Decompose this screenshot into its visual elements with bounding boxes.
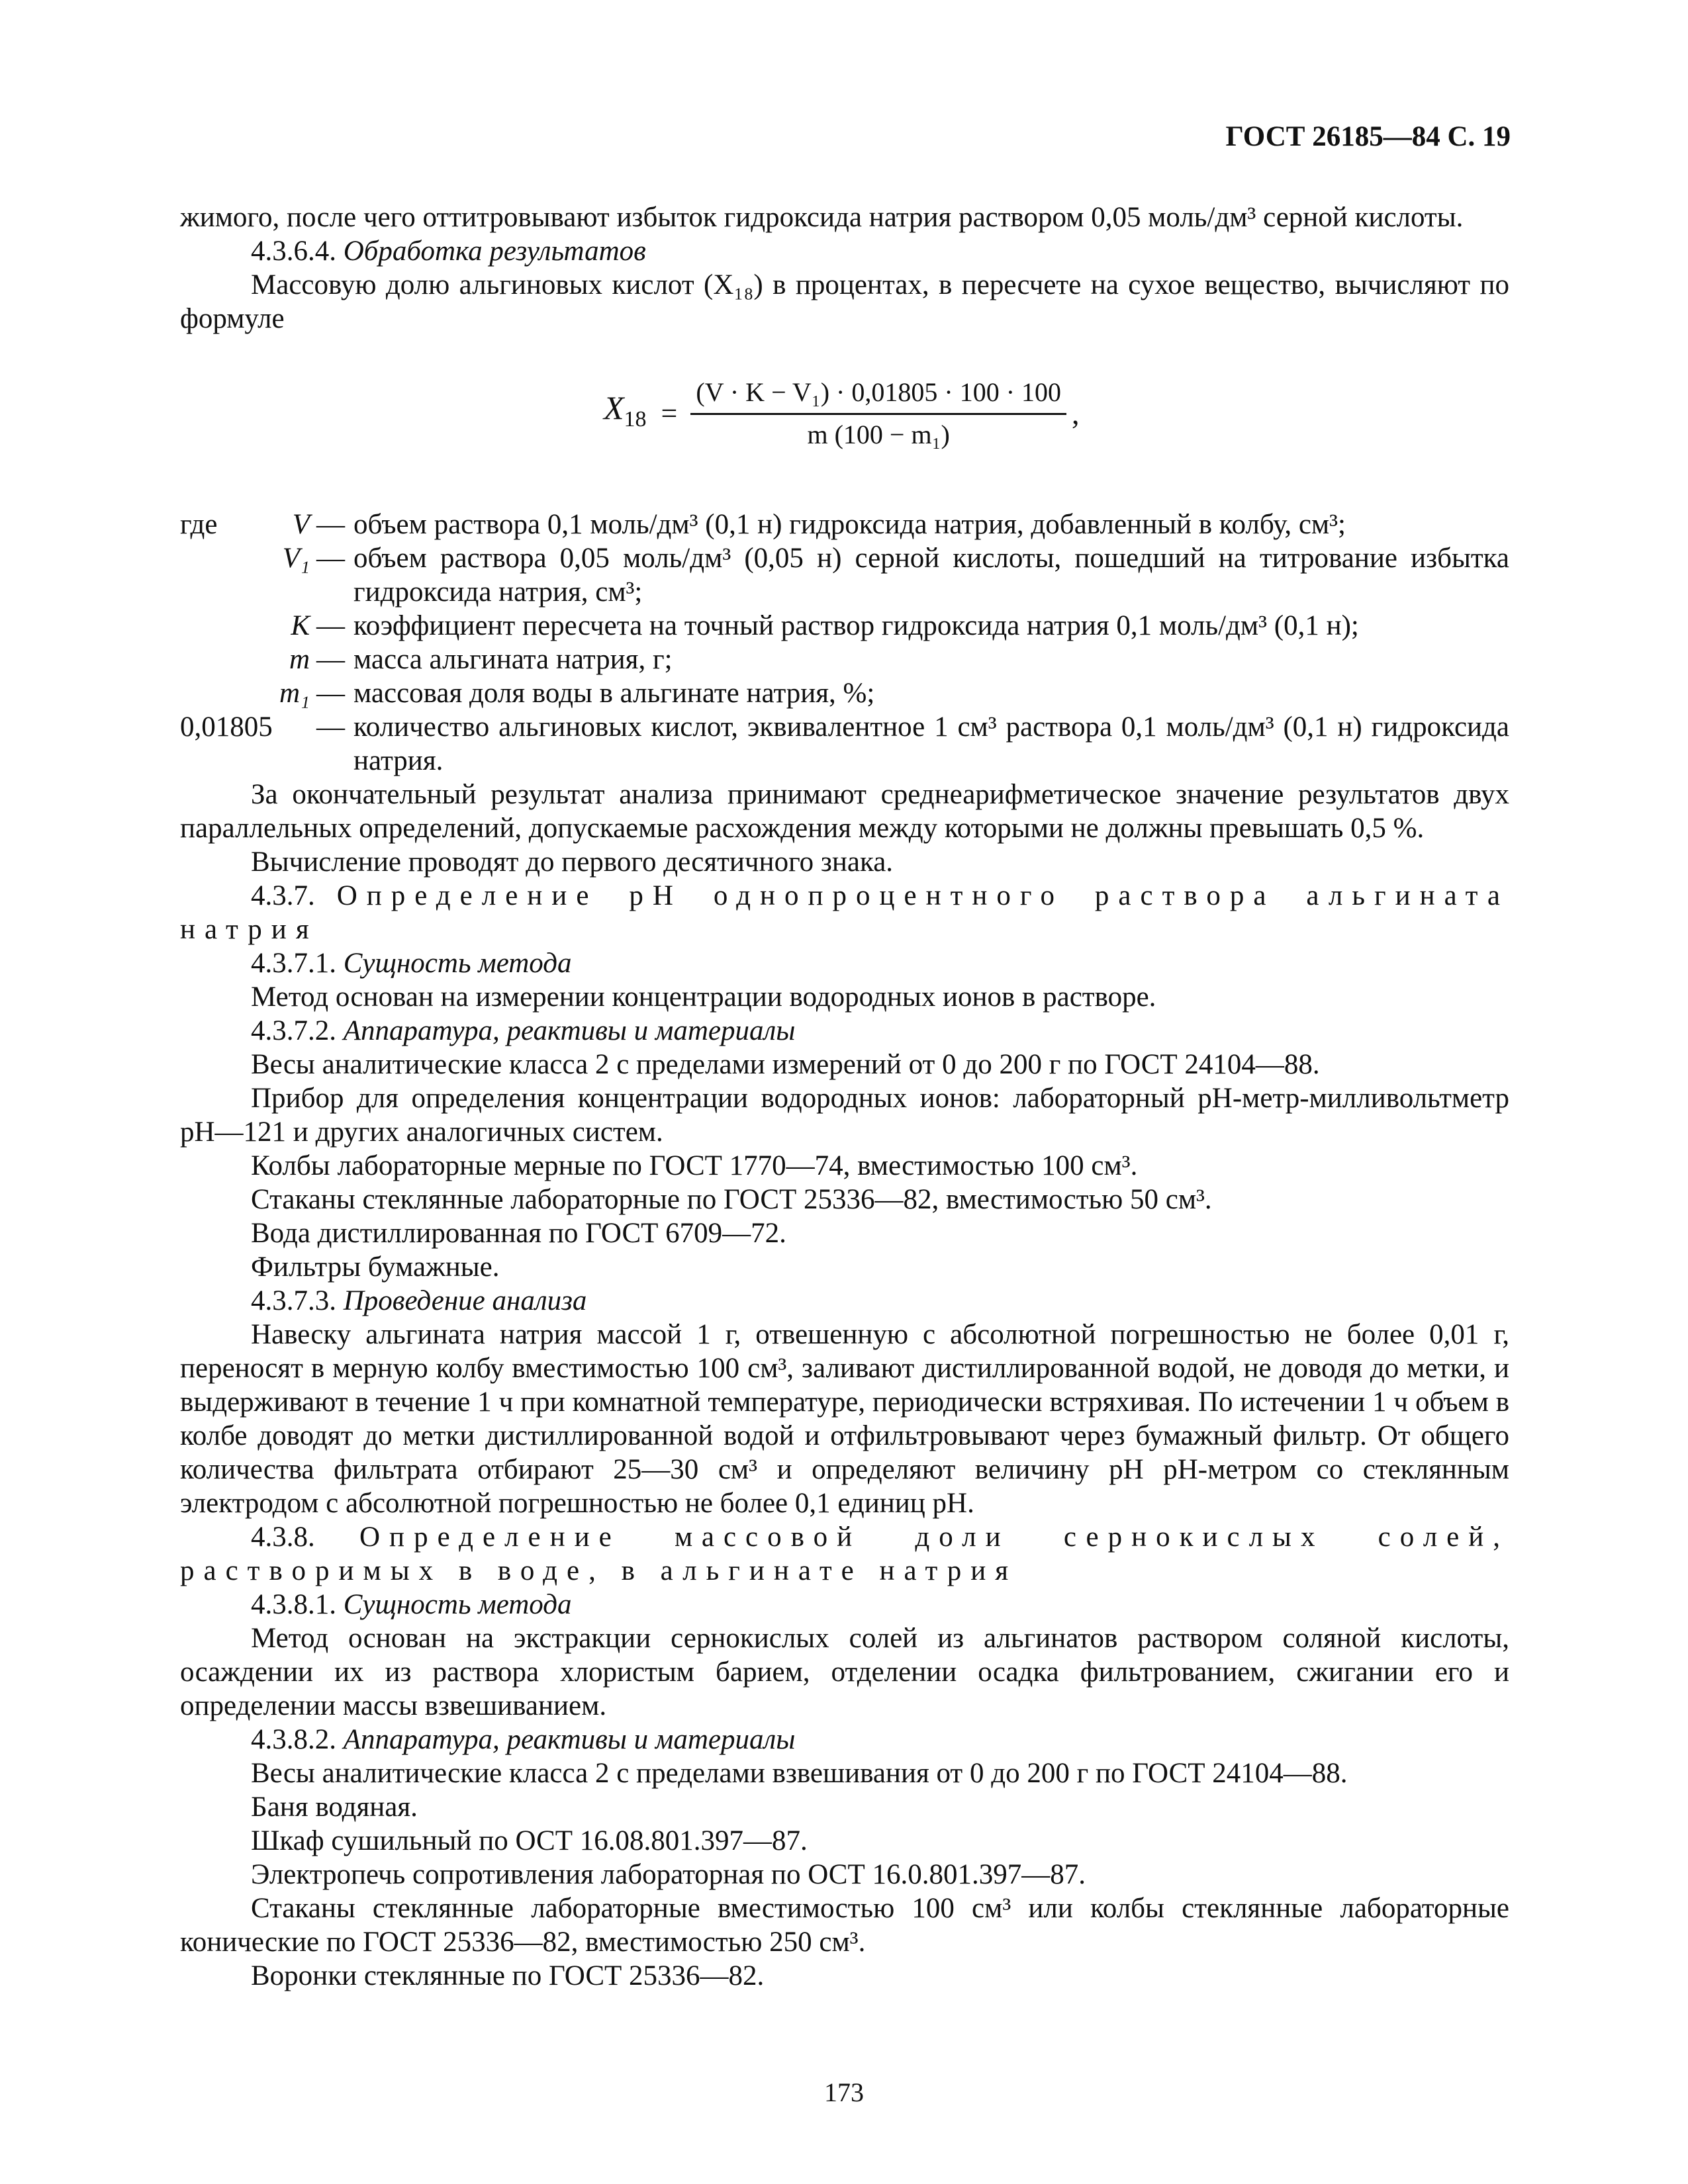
list-item: Прибор для определения концентрации водородных ионов: лабораторный pH-метр-милливольтметр pH—121 и других аналогичных систем. xyxy=(180,1083,1509,1148)
definition-dash: — xyxy=(316,644,345,675)
definition-dash: — xyxy=(316,610,345,641)
section-number: 4.3.8. xyxy=(251,1522,315,1553)
formula-lhs: $X_{18}$ xyxy=(604,388,647,432)
paragraph: Метод основан на экстракции сернокислых солей из альгинатов раствором соляной кислоты, осаждении их из раствора хлористым барием, отделении осадка фильтрованием, сжигании его и определении массы взвешиванием. xyxy=(180,1623,1509,1721)
page-number: 173 xyxy=(824,2077,864,2107)
definition-symbol: m₁ xyxy=(279,678,310,709)
list-item: Стаканы стеклянные лабораторные вместимостью 100 см³ или колбы стеклянные лабораторные конические по ГОСТ 25336—82, вместимостью 250 см³. xyxy=(180,1893,1509,1958)
definition-text: коэффициент пересчета на точный раствор гидроксида натрия 0,1 моль/дм³ (0,1 н); xyxy=(353,610,1359,641)
section-number: 4.3.8.2. xyxy=(251,1724,336,1755)
paragraph: Навеску альгината натрия массой 1 г, отвешенную с абсолютной погрешностью не более 0,01 г, переносят в мерную колбу вместимостью 100 см³, заливают дистиллированной водой, не доводя до метки, и выдерживают в течение 1 ч при комнатной температуре, периодически встряхивая. По истечении 1 ч объем в колбе доводят до метки дистиллированной водой и отфильтровывают через бумажный фильтр. От общего количества фильтрата отбирают 25—30 см³ и определяют величину pH pH-метром со стеклянным электродом с абсолютной погрешностью не более 0,1 единиц pH. xyxy=(180,1319,1509,1519)
section-heading xyxy=(180,1284,1509,1318)
list-item: Колбы лабораторные мерные по ГОСТ 1770—74, вместимостью 100 см³. xyxy=(251,1150,1138,1181)
definition-row xyxy=(180,508,1509,541)
definition-symbol: 0,01805 xyxy=(180,711,273,743)
definition-symbol: V₁ xyxy=(282,543,310,574)
section-title: Определение pH однопроцентного раствора альгината натрия xyxy=(180,880,1509,945)
paragraph: Массовую долю альгиновых кислот (X₁₈) в процентах, в пересчете на сухое вещество, вычисляют по формуле xyxy=(180,269,1509,334)
page-header: ГОСТ 26185—84 С. 19 xyxy=(1225,121,1511,152)
formula-fraction xyxy=(690,375,1066,451)
formula-numerator: (V · K − V₁) · 0,01805 · 100 · 100 xyxy=(690,375,1066,415)
paragraph: Метод основан на измерении концентрации водородных ионов в растворе. xyxy=(251,981,1156,1013)
definition-text: масса альгината натрия, г; xyxy=(353,644,673,675)
section-number: 4.3.7.1. xyxy=(251,948,336,979)
definition-row xyxy=(180,643,1509,676)
section-title: Сущность метода xyxy=(343,948,572,979)
list-item: Воронки стеклянные по ГОСТ 25336—82. xyxy=(251,1960,765,1991)
where-label: где xyxy=(180,509,218,540)
definition-row xyxy=(180,710,1509,778)
section-title: Аппаратура, реактивы и материалы xyxy=(343,1015,796,1046)
definition-text: объем раствора 0,05 моль/дм³ (0,05 н) серной кислоты, пошедший на титрование избытка гидроксида натрия, см³; xyxy=(353,543,1509,608)
definition-dash: — xyxy=(316,678,345,709)
list-item: Стаканы стеклянные лабораторные по ГОСТ 25336—82, вместимостью 50 см³. xyxy=(251,1184,1212,1215)
document-body xyxy=(180,201,1509,1993)
definition-symbol: K xyxy=(291,610,310,641)
section-number: 4.3.7. xyxy=(251,880,315,911)
section-number: 4.3.8.1. xyxy=(251,1589,336,1620)
paragraph: жимого, после чего оттитровывают избыток гидроксида натрия раствором 0,05 моль/дм³ серной кислоты. xyxy=(180,202,1464,233)
section-heading xyxy=(180,946,1509,980)
definition-dash: — xyxy=(316,509,345,540)
list-item: Шкаф сушильный по ОСТ 16.08.801.397—87. xyxy=(251,1825,808,1856)
list-item: Весы аналитические класса 2 с пределами измерений от 0 до 200 г по ГОСТ 24104—88. xyxy=(251,1049,1320,1080)
section-title: Проведение анализа xyxy=(343,1285,587,1316)
section-heading xyxy=(180,1723,1509,1756)
section-number: 4.3.6.4. xyxy=(251,236,336,267)
definition-row xyxy=(180,541,1509,609)
section-number: 4.3.7.2. xyxy=(251,1015,336,1046)
list-item: Электропечь сопротивления лабораторная по ОСТ 16.0.801.397—87. xyxy=(251,1859,1086,1890)
definition-row xyxy=(180,676,1509,710)
section-heading xyxy=(180,879,1509,946)
definition-symbol: m xyxy=(289,644,310,675)
definition-row xyxy=(180,609,1509,643)
list-item: Весы аналитические класса 2 с пределами взвешивания от 0 до 200 г по ГОСТ 24104—88. xyxy=(251,1758,1348,1789)
section-title: Обработка результатов xyxy=(343,236,646,267)
definition-dash: — xyxy=(316,543,345,574)
section-number: 4.3.7.3. xyxy=(251,1285,336,1316)
section-heading xyxy=(180,234,1509,268)
paragraph: За окончательный результат анализа принимают среднеарифметическое значение результатов двух параллельных определений, допускаемые расхождения между которыми не должны превышать 0,5 %. xyxy=(180,779,1509,844)
list-item: Вода дистиллированная по ГОСТ 6709—72. xyxy=(251,1218,786,1249)
list-item: Баня водяная. xyxy=(251,1792,418,1823)
section-title: Сущность метода xyxy=(343,1589,572,1620)
definition-dash: — xyxy=(316,711,345,743)
definition-text: объем раствора 0,1 моль/дм³ (0,1 н) гидроксида натрия, добавленный в колбу, см³; xyxy=(353,509,1346,540)
section-heading xyxy=(180,1014,1509,1048)
list-item: Фильтры бумажные. xyxy=(251,1251,500,1283)
definition-text: количество альгиновых кислот, эквивалентное 1 см³ раствора 0,1 моль/дм³ (0,1 н) гидроксида натрия. xyxy=(353,711,1509,776)
formula xyxy=(180,336,1509,508)
formula-denominator: m (100 − m₁) xyxy=(807,420,950,449)
section-title: Определение массовой доли сернокислых солей, растворимых в воде, в альгинате натрия xyxy=(180,1522,1510,1586)
paragraph: Вычисление проводят до первого десятичного знака. xyxy=(251,846,894,878)
definitions-list xyxy=(180,508,1509,778)
section-heading xyxy=(180,1520,1509,1588)
definition-symbol: V xyxy=(292,509,310,540)
definition-text: массовая доля воды в альгинате натрия, %; xyxy=(353,678,875,709)
formula-comma: , xyxy=(1072,396,1080,430)
section-heading xyxy=(180,1588,1509,1621)
formula-equals: = xyxy=(661,397,678,430)
section-title: Аппаратура, реактивы и материалы xyxy=(343,1724,796,1755)
